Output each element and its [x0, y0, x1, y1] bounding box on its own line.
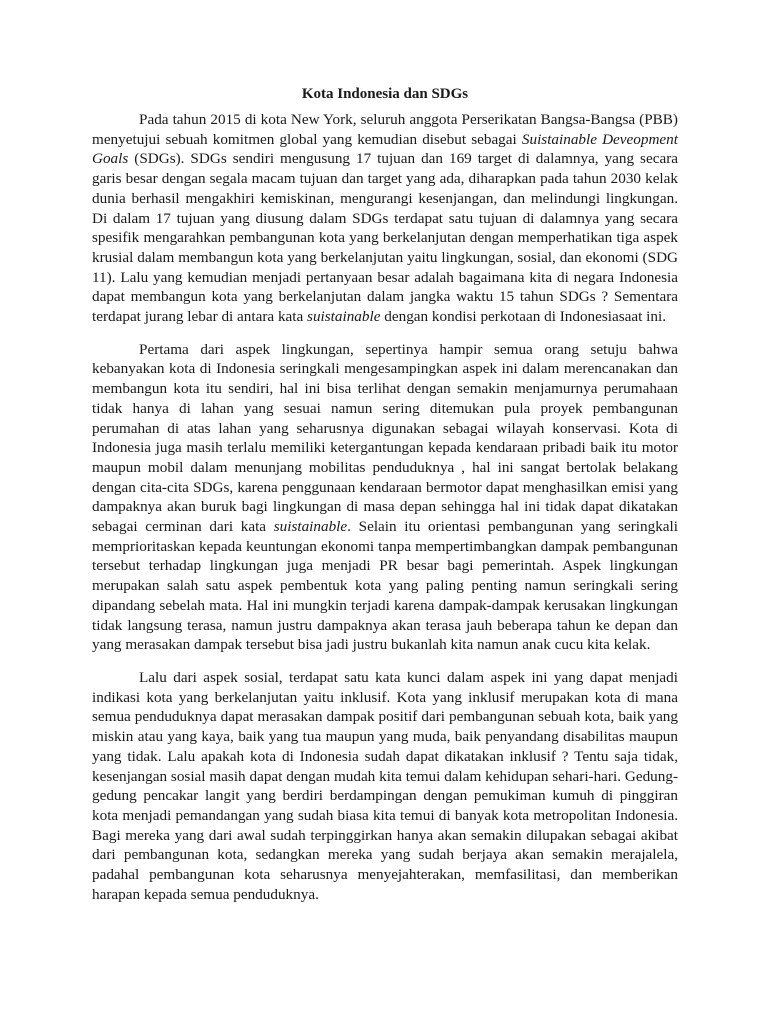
document-page — [92, 84, 678, 917]
paragraph-1 — [92, 110, 678, 327]
text-run: dengan kondisi perkotaan di Indonesiasaat ini. — [380, 308, 667, 326]
text-run: Lalu dari aspek sosial, terdapat satu kata kunci dalam aspek ini yang dapat menjadi indikasi kota yang berkelanjutan yaitu inklusif. Kota yang inklusif merupakan kota di mana semua penduduknya dapat merasakan dampak positif dari pembangunan sebuah kota, baik yang miskin atau yang kaya, baik yang tua maupun yang muda, baik penyandang disabilitas maupun yang tidak. Lalu apakah kota di Indonesia sudah dapat dikatakan inklusif ? Tentu saja tidak, kesenjangan sosial masih dapat dengan mudah kita temui dalam kehidupan sehari-hari. Gedung-gedung pencakar langit yang berdiri berdampingan dengan pemukiman kumuh di pinggiran kota menjadi pemandangan yang sudah biasa kita temui di banyak kota metropolitan Indonesia. Bagi mereka yang dari awal sudah terpinggirkan hanya akan semakin dilupakan sebagai akibat dari pembangunan kota, sedangkan mereka yang sudah berjaya akan semakin merajalela, padahal pembangunan kota seharusnya menyejahterakan, memfasilitasi, dan memberikan harapan kepada semua penduduknya. — [92, 668, 678, 903]
paragraph-3 — [92, 668, 678, 904]
italic-text-run: suistainable — [307, 308, 381, 326]
document-title: Kota Indonesia dan SDGs — [301, 86, 469, 102]
text-run: (SDGs). SDGs sendiri mengusung 17 tujuan dan 169 target di dalamnya, yang secara garis besar dengan segala macam tujuan dan target yang ada, diharapkan pada tahun 2030 kelak dunia berhasil mengakhiri kemiskinan, mengurangi kesenjangan, dan melindungi lingkungan. Di dalam 17 tujuan yang diusung dalam SDGs terdapat satu tujuan di dalamnya yang secara spesifik mengarahkan pembangunan kota yang berkelanjutan dengan memperhatikan tiga aspek krusial dalam membangun kota yang berkelanjutan yaitu lingkungan, sosial, dan ekonomi (SDG 11). Lalu yang kemudian menjadi pertanyaan besar adalah bagaimana kita di negara Indonesia dapat membangun kota yang berkelanjutan dalam jangka waktu 15 tahun SDGs ? Sementara terdapat jurang lebar di antara kata — [92, 150, 678, 326]
text-run: Pertama dari aspek lingkungan, sepertinya hampir semua orang setuju bahwa kebanyakan kota di Indonesia seringkali mengesampingkan aspek ini dalam merencanakan dan membangun kota itu sendiri, hal ini bisa terlihat dengan semakin menjamurnya perumahaan tidak hanya di lahan yang sesuai namun sering ditemukan pula proyek pembangunan perumahan di atas lahan yang seharusnya digunakan sebagai wilayah konservasi. Kota di Indonesia juga masih terlalu memiliki ketergantungan kepada kendaraan pribadi baik itu motor maupun mobil dalam menunjang mobilitas penduduknya , hal ini sangat bertolak belakang dengan cita-cita SDGs, karena penggunaan kendaraan bermotor dapat menghasilkan emisi yang dampaknya akan buruk bagi lingkungan di masa depan sehingga hal ini tidak dapat dikatakan sebagai cerminan dari kata — [92, 340, 678, 536]
italic-text-run: Suistainable Deveopment Goals — [92, 130, 678, 168]
paragraph-2 — [92, 340, 678, 655]
document-body — [92, 110, 678, 904]
italic-text-run: suistainable — [273, 518, 348, 536]
text-run: . Selain itu orientasi pembangunan yang seringkali memprioritaskan kepada keuntungan ekonomi tanpa mempertimbangkan dampak pembangunan tersebut terhadap lingkungan juga menjadi PR besar bagi pemerintah. Aspek lingkungan merupakan salah satu aspek pembentuk kota yang paling penting namun seringkali sering dipandang sebelah mata. Hal ini mungkin terjadi karena dampak-dampak kerusakan lingkungan tidak langsung terasa, namun justru dampaknya akan terasa jauh beberapa tahun ke depan dan yang merasakan dampak tersebut bisa jadi justru bukanlah kita namun anak cucu kita kelak. — [92, 518, 678, 654]
text-run: Pada tahun 2015 di kota New York, seluruh anggota Perserikatan Bangsa-Bangsa (PBB) menyetujui sebuah komitmen global yang kemudian disebut sebagai — [92, 111, 678, 148]
